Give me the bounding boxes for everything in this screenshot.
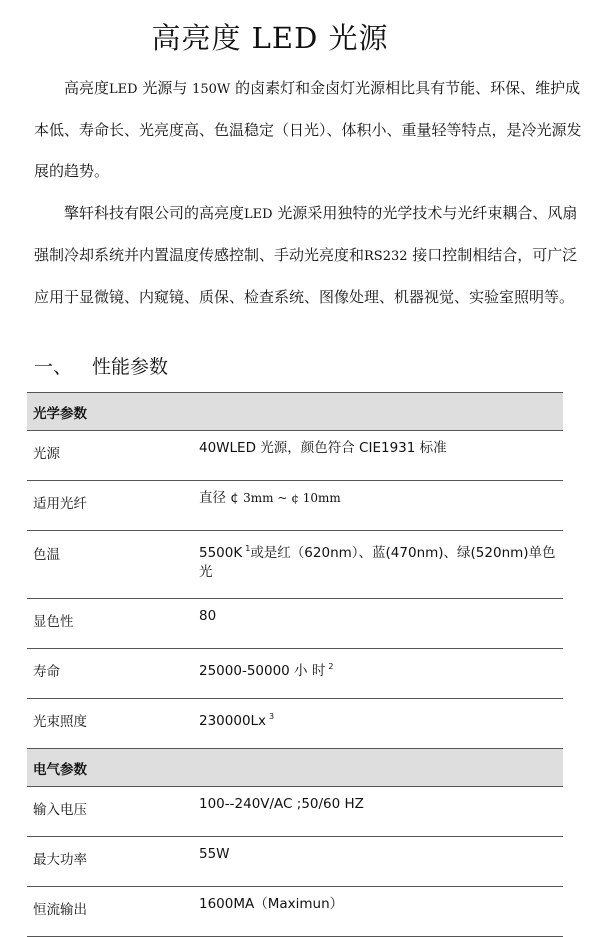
row-value xyxy=(191,649,563,699)
intro-wattage: 150W xyxy=(192,82,231,97)
footnote-ref: 1 xyxy=(245,544,251,553)
table-row xyxy=(27,887,563,937)
section-title: 性能参数 xyxy=(92,356,169,378)
row-value xyxy=(191,481,563,531)
fiber-value: 3mm ~ ¢ 10mm xyxy=(243,491,341,505)
color-temp-a: 5500K xyxy=(199,545,243,561)
page-title-text: 高亮度 LED 光源 xyxy=(151,21,389,55)
table-row xyxy=(27,431,563,481)
row-value xyxy=(191,699,563,749)
footnote-ref: 3 xyxy=(269,712,275,721)
company-led: LED xyxy=(244,207,273,222)
row-key: 寿命 xyxy=(27,649,191,699)
row-key: 光源 xyxy=(27,431,191,481)
intro-text-a: 高亮度 xyxy=(64,79,110,97)
group-label-electrical: 电气参数 xyxy=(27,749,563,787)
company-paragraph xyxy=(34,193,586,318)
footnote-ref: 2 xyxy=(328,662,334,671)
row-key: 最大功率 xyxy=(27,837,191,887)
table-row xyxy=(27,699,563,749)
table-row xyxy=(27,787,563,837)
row-key: 光束照度 xyxy=(27,699,191,749)
row-value: 100--240V/AC ;50/60 HZ xyxy=(191,787,563,837)
section-number: 一、 xyxy=(34,356,73,378)
table-row xyxy=(27,599,563,649)
intro-paragraph xyxy=(34,68,586,192)
row-key: 显色性 xyxy=(27,599,191,649)
table-row xyxy=(27,481,563,531)
row-key: 适用光纤 xyxy=(27,481,191,531)
color-temp-b: 或是红（620nm）、蓝(470nm)、绿(520nm)单色光 xyxy=(199,545,556,580)
row-value: 40WLED 光源，颜色符合 CIE1931 标准 xyxy=(191,431,563,481)
intro-led: LED xyxy=(109,82,138,97)
row-key: 恒流输出 xyxy=(27,887,191,937)
group-row-optical xyxy=(27,393,563,431)
company-rs232: RS232 xyxy=(364,249,408,264)
intro-text-b: 光源与 xyxy=(137,79,193,97)
page-title xyxy=(0,16,596,57)
table-row xyxy=(27,837,563,887)
company-text-b: 光源采用独特的光学技术与光纤束耦合、风扇强制冷却系统并内置温度传感控制、手动光亮度和 xyxy=(34,204,578,264)
row-value: 80 xyxy=(191,599,563,649)
spec-table xyxy=(27,392,563,937)
group-row-electrical xyxy=(27,749,563,787)
row-key: 色温 xyxy=(27,531,191,599)
row-key: 输入电压 xyxy=(27,787,191,837)
fiber-prefix: 直径 ¢ xyxy=(199,490,244,506)
group-label-optical: 光学参数 xyxy=(27,393,563,431)
row-value: 1600MA（Maximun） xyxy=(191,887,563,937)
company-text-a: 擎轩科技有限公司的高亮度 xyxy=(64,204,245,222)
company-text-c: 接口控制相结合，可广泛应用于显微镜、内窥镜、质保、检查系统、图像处理、机器视觉、实验室照明等。 xyxy=(34,246,578,306)
row-value xyxy=(191,531,563,599)
table-row xyxy=(27,649,563,699)
intro-text-c: 的卤素灯和金卤灯光源相比具有节能、环保、维护成本低、寿命长、光亮度高、色温稳定（日光）、体积小、重量轻等特点，是冷光源发展的趋势。 xyxy=(34,79,582,180)
row-value: 55W xyxy=(191,837,563,887)
illuminance-value: 230000Lx xyxy=(199,713,267,729)
section-heading xyxy=(34,352,168,379)
table-row xyxy=(27,531,563,599)
life-value: 25000-50000 小 时 xyxy=(199,663,326,679)
